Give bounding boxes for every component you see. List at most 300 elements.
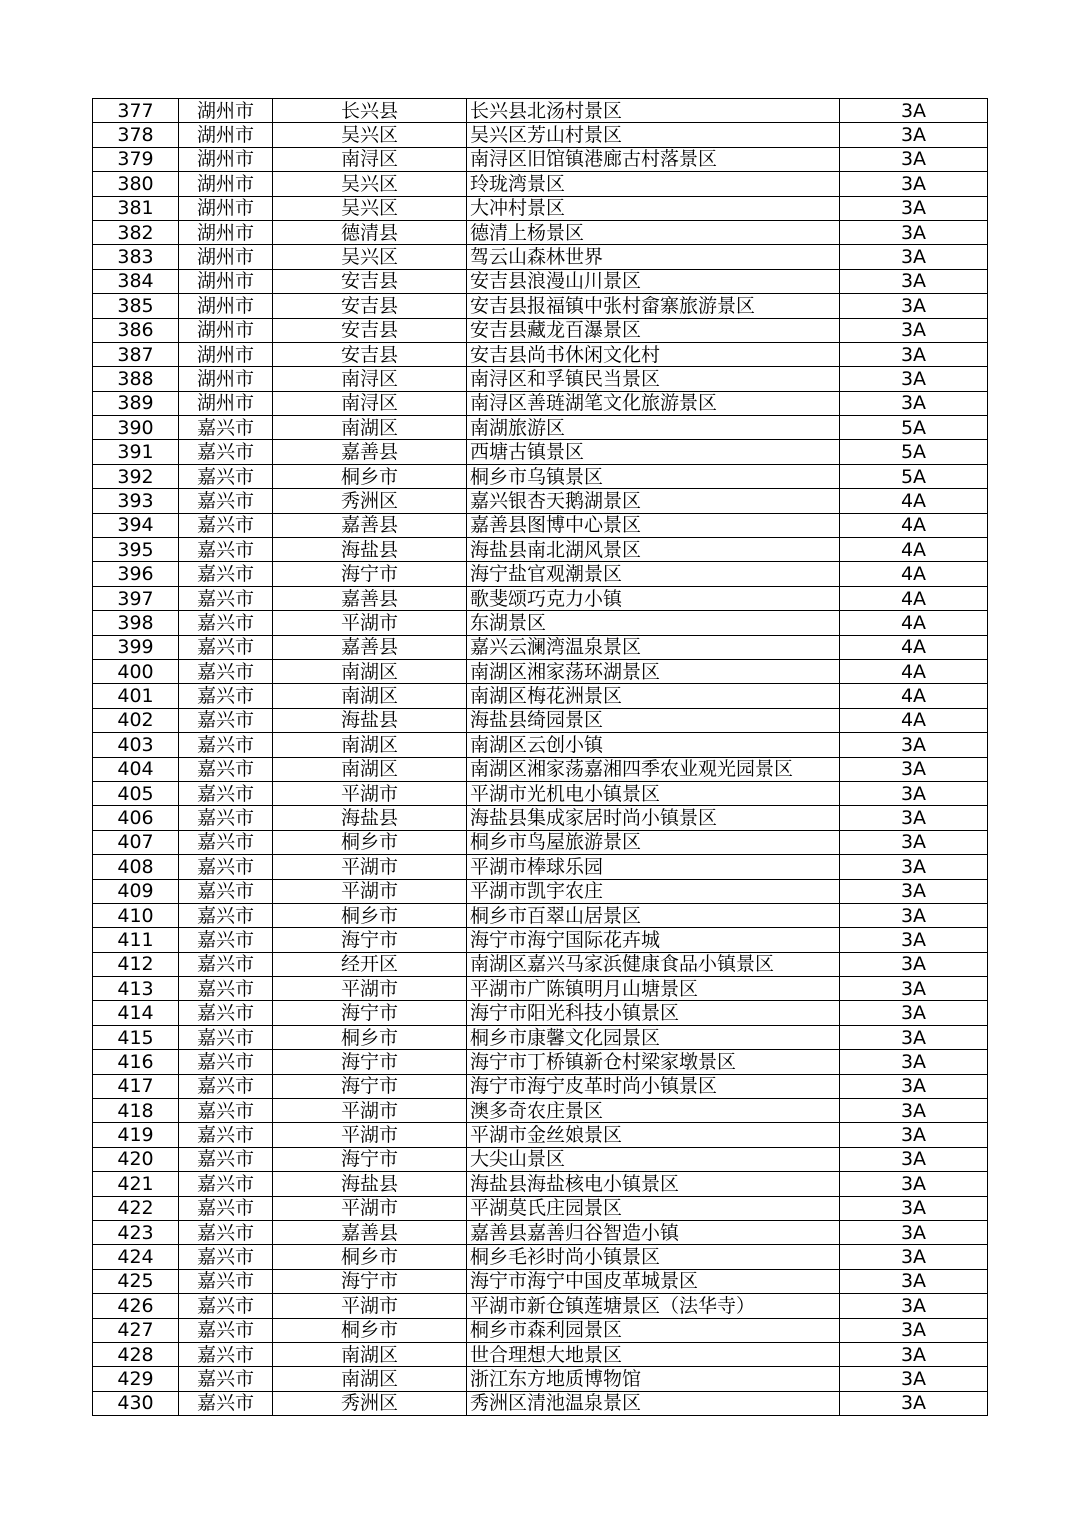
city-cell: 嘉兴市 — [179, 1172, 273, 1196]
district-cell: 桐乡市 — [273, 1318, 467, 1342]
city-cell: 嘉兴市 — [179, 1123, 273, 1147]
district-cell: 吴兴区 — [273, 172, 467, 196]
row-number-cell: 407 — [93, 830, 179, 854]
table-row — [93, 1367, 988, 1391]
scenic-name-cell: 南湖旅游区 — [467, 416, 840, 440]
city-cell: 嘉兴市 — [179, 1342, 273, 1366]
city-cell: 湖州市 — [179, 318, 273, 342]
district-cell: 平湖市 — [273, 611, 467, 635]
grade-cell: 3A — [840, 928, 988, 952]
scenic-name-cell: 歌斐颂巧克力小镇 — [467, 586, 840, 610]
table-row — [93, 147, 988, 171]
city-cell: 湖州市 — [179, 391, 273, 415]
grade-cell: 3A — [840, 123, 988, 147]
row-number-cell: 386 — [93, 318, 179, 342]
grade-cell: 3A — [840, 757, 988, 781]
scenic-name-cell: 南湖区嘉兴马家浜健康食品小镇景区 — [467, 952, 840, 976]
scenic-name-cell: 平湖市光机电小镇景区 — [467, 781, 840, 805]
city-cell: 嘉兴市 — [179, 1099, 273, 1123]
grade-cell: 5A — [840, 416, 988, 440]
table-row — [93, 611, 988, 635]
city-cell: 嘉兴市 — [179, 635, 273, 659]
city-cell: 嘉兴市 — [179, 977, 273, 1001]
district-cell: 南湖区 — [273, 1367, 467, 1391]
table-row — [93, 879, 988, 903]
grade-cell: 3A — [840, 855, 988, 879]
table-row — [93, 1269, 988, 1293]
city-cell: 嘉兴市 — [179, 416, 273, 440]
grade-cell: 4A — [840, 635, 988, 659]
table-row — [93, 977, 988, 1001]
table-row — [93, 123, 988, 147]
city-cell: 嘉兴市 — [179, 879, 273, 903]
table-row — [93, 806, 988, 830]
district-cell: 海宁市 — [273, 1147, 467, 1171]
table-row — [93, 294, 988, 318]
district-cell: 安吉县 — [273, 342, 467, 366]
table-row — [93, 1172, 988, 1196]
city-cell: 嘉兴市 — [179, 855, 273, 879]
table-row — [93, 513, 988, 537]
scenic-name-cell: 桐乡市森利园景区 — [467, 1318, 840, 1342]
district-cell: 桐乡市 — [273, 903, 467, 927]
district-cell: 南湖区 — [273, 1342, 467, 1366]
grade-cell: 5A — [840, 440, 988, 464]
table-row — [93, 464, 988, 488]
city-cell: 嘉兴市 — [179, 513, 273, 537]
city-cell: 嘉兴市 — [179, 1147, 273, 1171]
district-cell: 南湖区 — [273, 416, 467, 440]
table-row — [93, 342, 988, 366]
table-row — [93, 99, 988, 123]
scenic-area-table — [92, 98, 988, 1416]
row-number-cell: 396 — [93, 562, 179, 586]
district-cell: 海宁市 — [273, 1001, 467, 1025]
scenic-name-cell: 南湖区湘家荡环湖景区 — [467, 659, 840, 683]
scenic-name-cell: 平湖市凯宇农庄 — [467, 879, 840, 903]
row-number-cell: 413 — [93, 977, 179, 1001]
grade-cell: 3A — [840, 1050, 988, 1074]
city-cell: 嘉兴市 — [179, 586, 273, 610]
district-cell: 海宁市 — [273, 1269, 467, 1293]
district-cell: 海宁市 — [273, 1050, 467, 1074]
grade-cell: 4A — [840, 513, 988, 537]
grade-cell: 4A — [840, 611, 988, 635]
city-cell: 嘉兴市 — [179, 733, 273, 757]
table-row — [93, 245, 988, 269]
scenic-name-cell: 西塘古镇景区 — [467, 440, 840, 464]
city-cell: 嘉兴市 — [179, 440, 273, 464]
district-cell: 德清县 — [273, 220, 467, 244]
district-cell: 平湖市 — [273, 855, 467, 879]
grade-cell: 3A — [840, 781, 988, 805]
city-cell: 嘉兴市 — [179, 1294, 273, 1318]
scenic-name-cell: 平湖市新仓镇莲塘景区（法华寺） — [467, 1294, 840, 1318]
row-number-cell: 412 — [93, 952, 179, 976]
table-row — [93, 220, 988, 244]
district-cell: 嘉善县 — [273, 586, 467, 610]
scenic-name-cell: 东湖景区 — [467, 611, 840, 635]
city-cell: 嘉兴市 — [179, 1318, 273, 1342]
row-number-cell: 406 — [93, 806, 179, 830]
row-number-cell: 393 — [93, 489, 179, 513]
row-number-cell: 394 — [93, 513, 179, 537]
grade-cell: 3A — [840, 342, 988, 366]
table-row — [93, 635, 988, 659]
city-cell: 嘉兴市 — [179, 781, 273, 805]
district-cell: 海盐县 — [273, 1172, 467, 1196]
district-cell: 南湖区 — [273, 733, 467, 757]
grade-cell: 3A — [840, 1294, 988, 1318]
scenic-name-cell: 南湖区梅花洲景区 — [467, 684, 840, 708]
scenic-name-cell: 桐乡市百翠山居景区 — [467, 903, 840, 927]
row-number-cell: 390 — [93, 416, 179, 440]
grade-cell: 3A — [840, 1099, 988, 1123]
city-cell: 湖州市 — [179, 342, 273, 366]
grade-cell: 3A — [840, 1220, 988, 1244]
table-body — [93, 99, 988, 1416]
row-number-cell: 400 — [93, 659, 179, 683]
grade-cell: 3A — [840, 1269, 988, 1293]
row-number-cell: 420 — [93, 1147, 179, 1171]
city-cell: 湖州市 — [179, 220, 273, 244]
row-number-cell: 399 — [93, 635, 179, 659]
table-row — [93, 1391, 988, 1415]
row-number-cell: 380 — [93, 172, 179, 196]
city-cell: 嘉兴市 — [179, 757, 273, 781]
row-number-cell: 403 — [93, 733, 179, 757]
table-row — [93, 416, 988, 440]
district-cell: 海盐县 — [273, 708, 467, 732]
scenic-name-cell: 南湖区云创小镇 — [467, 733, 840, 757]
grade-cell: 3A — [840, 903, 988, 927]
city-cell: 嘉兴市 — [179, 952, 273, 976]
table-row — [93, 708, 988, 732]
scenic-name-cell: 澳多奇农庄景区 — [467, 1099, 840, 1123]
grade-cell: 4A — [840, 659, 988, 683]
table-row — [93, 1294, 988, 1318]
city-cell: 湖州市 — [179, 123, 273, 147]
grade-cell: 3A — [840, 1172, 988, 1196]
city-cell: 嘉兴市 — [179, 538, 273, 562]
grade-cell: 3A — [840, 830, 988, 854]
row-number-cell: 378 — [93, 123, 179, 147]
grade-cell: 4A — [840, 562, 988, 586]
row-number-cell: 426 — [93, 1294, 179, 1318]
city-cell: 嘉兴市 — [179, 1269, 273, 1293]
scenic-name-cell: 长兴县北汤村景区 — [467, 99, 840, 123]
city-cell: 嘉兴市 — [179, 830, 273, 854]
scenic-name-cell: 浙江东方地质博物馆 — [467, 1367, 840, 1391]
city-cell: 嘉兴市 — [179, 708, 273, 732]
scenic-name-cell: 桐乡市乌镇景区 — [467, 464, 840, 488]
grade-cell: 3A — [840, 952, 988, 976]
district-cell: 嘉善县 — [273, 440, 467, 464]
grade-cell: 3A — [840, 196, 988, 220]
row-number-cell: 401 — [93, 684, 179, 708]
table-row — [93, 1342, 988, 1366]
grade-cell: 3A — [840, 172, 988, 196]
city-cell: 湖州市 — [179, 172, 273, 196]
row-number-cell: 398 — [93, 611, 179, 635]
grade-cell: 3A — [840, 1342, 988, 1366]
district-cell: 平湖市 — [273, 1099, 467, 1123]
row-number-cell: 427 — [93, 1318, 179, 1342]
row-number-cell: 388 — [93, 367, 179, 391]
grade-cell: 3A — [840, 391, 988, 415]
city-cell: 嘉兴市 — [179, 489, 273, 513]
scenic-name-cell: 秀洲区清池温泉景区 — [467, 1391, 840, 1415]
table-row — [93, 733, 988, 757]
grade-cell: 4A — [840, 708, 988, 732]
grade-cell: 3A — [840, 245, 988, 269]
city-cell: 嘉兴市 — [179, 1220, 273, 1244]
grade-cell: 3A — [840, 1367, 988, 1391]
district-cell: 吴兴区 — [273, 196, 467, 220]
city-cell: 嘉兴市 — [179, 1196, 273, 1220]
scenic-name-cell: 安吉县报福镇中张村畲寨旅游景区 — [467, 294, 840, 318]
scenic-name-cell: 海宁市海宁国际花卉城 — [467, 928, 840, 952]
grade-cell: 3A — [840, 1074, 988, 1098]
grade-cell: 4A — [840, 684, 988, 708]
scenic-name-cell: 海盐县南北湖风景区 — [467, 538, 840, 562]
table-row — [93, 855, 988, 879]
row-number-cell: 430 — [93, 1391, 179, 1415]
city-cell: 湖州市 — [179, 99, 273, 123]
scenic-name-cell: 安吉县藏龙百瀑景区 — [467, 318, 840, 342]
table-row — [93, 1245, 988, 1269]
grade-cell: 3A — [840, 977, 988, 1001]
city-cell: 嘉兴市 — [179, 684, 273, 708]
district-cell: 南浔区 — [273, 147, 467, 171]
table-row — [93, 659, 988, 683]
district-cell: 海宁市 — [273, 562, 467, 586]
table-row — [93, 586, 988, 610]
scenic-name-cell: 海宁市海宁中国皮革城景区 — [467, 1269, 840, 1293]
table-row — [93, 269, 988, 293]
grade-cell: 3A — [840, 269, 988, 293]
scenic-name-cell: 海宁盐官观潮景区 — [467, 562, 840, 586]
district-cell: 海宁市 — [273, 928, 467, 952]
city-cell: 嘉兴市 — [179, 806, 273, 830]
district-cell: 桐乡市 — [273, 830, 467, 854]
city-cell: 嘉兴市 — [179, 1367, 273, 1391]
scenic-name-cell: 桐乡毛衫时尚小镇景区 — [467, 1245, 840, 1269]
row-number-cell: 409 — [93, 879, 179, 903]
grade-cell: 3A — [840, 1196, 988, 1220]
scenic-name-cell: 平湖市广陈镇明月山塘景区 — [467, 977, 840, 1001]
grade-cell: 3A — [840, 318, 988, 342]
table-row — [93, 928, 988, 952]
row-number-cell: 397 — [93, 586, 179, 610]
district-cell: 安吉县 — [273, 294, 467, 318]
table-row — [93, 1123, 988, 1147]
table-row — [93, 684, 988, 708]
city-cell: 嘉兴市 — [179, 928, 273, 952]
scenic-name-cell: 嘉兴云澜湾温泉景区 — [467, 635, 840, 659]
row-number-cell: 391 — [93, 440, 179, 464]
scenic-name-cell: 平湖莫氏庄园景区 — [467, 1196, 840, 1220]
row-number-cell: 417 — [93, 1074, 179, 1098]
district-cell: 桐乡市 — [273, 464, 467, 488]
grade-cell: 3A — [840, 99, 988, 123]
city-cell: 嘉兴市 — [179, 903, 273, 927]
table-row — [93, 538, 988, 562]
row-number-cell: 408 — [93, 855, 179, 879]
row-number-cell: 389 — [93, 391, 179, 415]
scenic-name-cell: 海宁市海宁皮革时尚小镇景区 — [467, 1074, 840, 1098]
scenic-name-cell: 南浔区和孚镇民当景区 — [467, 367, 840, 391]
scenic-name-cell: 南湖区湘家荡嘉湘四季农业观光园景区 — [467, 757, 840, 781]
city-cell: 嘉兴市 — [179, 1074, 273, 1098]
grade-cell: 4A — [840, 538, 988, 562]
city-cell: 嘉兴市 — [179, 562, 273, 586]
table-row — [93, 391, 988, 415]
row-number-cell: 379 — [93, 147, 179, 171]
city-cell: 嘉兴市 — [179, 1245, 273, 1269]
grade-cell: 3A — [840, 367, 988, 391]
table-row — [93, 318, 988, 342]
row-number-cell: 404 — [93, 757, 179, 781]
row-number-cell: 387 — [93, 342, 179, 366]
scenic-name-cell: 海盐县绮园景区 — [467, 708, 840, 732]
row-number-cell: 405 — [93, 781, 179, 805]
scenic-name-cell: 桐乡市鸟屋旅游景区 — [467, 830, 840, 854]
scenic-name-cell: 世合理想大地景区 — [467, 1342, 840, 1366]
district-cell: 海盐县 — [273, 806, 467, 830]
district-cell: 南湖区 — [273, 684, 467, 708]
district-cell: 秀洲区 — [273, 1391, 467, 1415]
row-number-cell: 423 — [93, 1220, 179, 1244]
table-row — [93, 1318, 988, 1342]
city-cell: 嘉兴市 — [179, 611, 273, 635]
scenic-name-cell: 海盐县集成家居时尚小镇景区 — [467, 806, 840, 830]
grade-cell: 3A — [840, 294, 988, 318]
table-row — [93, 757, 988, 781]
row-number-cell: 422 — [93, 1196, 179, 1220]
district-cell: 桐乡市 — [273, 1025, 467, 1049]
scenic-name-cell: 吴兴区芳山村景区 — [467, 123, 840, 147]
city-cell: 湖州市 — [179, 245, 273, 269]
grade-cell: 3A — [840, 733, 988, 757]
scenic-name-cell: 海盐县海盐核电小镇景区 — [467, 1172, 840, 1196]
scenic-name-cell: 驾云山森林世界 — [467, 245, 840, 269]
district-cell: 安吉县 — [273, 269, 467, 293]
table-row — [93, 830, 988, 854]
scenic-name-cell: 大冲村景区 — [467, 196, 840, 220]
scenic-name-cell: 桐乡市康馨文化园景区 — [467, 1025, 840, 1049]
city-cell: 湖州市 — [179, 294, 273, 318]
table-row — [93, 562, 988, 586]
grade-cell: 3A — [840, 1245, 988, 1269]
scenic-name-cell: 安吉县尚书休闲文化村 — [467, 342, 840, 366]
district-cell: 安吉县 — [273, 318, 467, 342]
grade-cell: 3A — [840, 1318, 988, 1342]
table-row — [93, 367, 988, 391]
table-row — [93, 1220, 988, 1244]
grade-cell: 3A — [840, 147, 988, 171]
row-number-cell: 429 — [93, 1367, 179, 1391]
city-cell: 嘉兴市 — [179, 1050, 273, 1074]
scenic-name-cell: 大尖山景区 — [467, 1147, 840, 1171]
district-cell: 南湖区 — [273, 659, 467, 683]
scenic-name-cell: 平湖市棒球乐园 — [467, 855, 840, 879]
row-number-cell: 382 — [93, 220, 179, 244]
scenic-name-cell: 海宁市丁桥镇新仓村梁家墩景区 — [467, 1050, 840, 1074]
table-row — [93, 1050, 988, 1074]
district-cell: 吴兴区 — [273, 245, 467, 269]
row-number-cell: 402 — [93, 708, 179, 732]
city-cell: 湖州市 — [179, 367, 273, 391]
district-cell: 长兴县 — [273, 99, 467, 123]
row-number-cell: 428 — [93, 1342, 179, 1366]
table-row — [93, 440, 988, 464]
row-number-cell: 416 — [93, 1050, 179, 1074]
district-cell: 经开区 — [273, 952, 467, 976]
grade-cell: 3A — [840, 1123, 988, 1147]
scenic-name-cell: 海宁市阳光科技小镇景区 — [467, 1001, 840, 1025]
row-number-cell: 381 — [93, 196, 179, 220]
table-row — [93, 952, 988, 976]
scenic-name-cell: 南浔区善琏湖笔文化旅游景区 — [467, 391, 840, 415]
city-cell: 嘉兴市 — [179, 1025, 273, 1049]
grade-cell: 3A — [840, 1147, 988, 1171]
row-number-cell: 424 — [93, 1245, 179, 1269]
table-row — [93, 1001, 988, 1025]
city-cell: 嘉兴市 — [179, 1391, 273, 1415]
district-cell: 平湖市 — [273, 1196, 467, 1220]
district-cell: 南浔区 — [273, 367, 467, 391]
row-number-cell: 414 — [93, 1001, 179, 1025]
grade-cell: 3A — [840, 879, 988, 903]
table-row — [93, 1147, 988, 1171]
district-cell: 平湖市 — [273, 1294, 467, 1318]
grade-cell: 3A — [840, 1025, 988, 1049]
table-row — [93, 1099, 988, 1123]
row-number-cell: 415 — [93, 1025, 179, 1049]
district-cell: 嘉善县 — [273, 635, 467, 659]
scenic-name-cell: 嘉善县图博中心景区 — [467, 513, 840, 537]
district-cell: 南浔区 — [273, 391, 467, 415]
row-number-cell: 392 — [93, 464, 179, 488]
district-cell: 平湖市 — [273, 1123, 467, 1147]
scenic-name-cell: 平湖市金丝娘景区 — [467, 1123, 840, 1147]
table-row — [93, 489, 988, 513]
grade-cell: 4A — [840, 586, 988, 610]
district-cell: 平湖市 — [273, 879, 467, 903]
table-row — [93, 1196, 988, 1220]
table-row — [93, 172, 988, 196]
district-cell: 吴兴区 — [273, 123, 467, 147]
scenic-name-cell: 南浔区旧馆镇港廊古村落景区 — [467, 147, 840, 171]
scenic-name-cell: 嘉兴银杏天鹅湖景区 — [467, 489, 840, 513]
row-number-cell: 385 — [93, 294, 179, 318]
district-cell: 秀洲区 — [273, 489, 467, 513]
table-row — [93, 781, 988, 805]
row-number-cell: 421 — [93, 1172, 179, 1196]
district-cell: 南湖区 — [273, 757, 467, 781]
row-number-cell: 411 — [93, 928, 179, 952]
district-cell: 桐乡市 — [273, 1245, 467, 1269]
table-row — [93, 1025, 988, 1049]
grade-cell: 4A — [840, 489, 988, 513]
table-row — [93, 196, 988, 220]
district-cell: 嘉善县 — [273, 1220, 467, 1244]
city-cell: 嘉兴市 — [179, 464, 273, 488]
table-row — [93, 1074, 988, 1098]
city-cell: 嘉兴市 — [179, 1001, 273, 1025]
district-cell: 海盐县 — [273, 538, 467, 562]
